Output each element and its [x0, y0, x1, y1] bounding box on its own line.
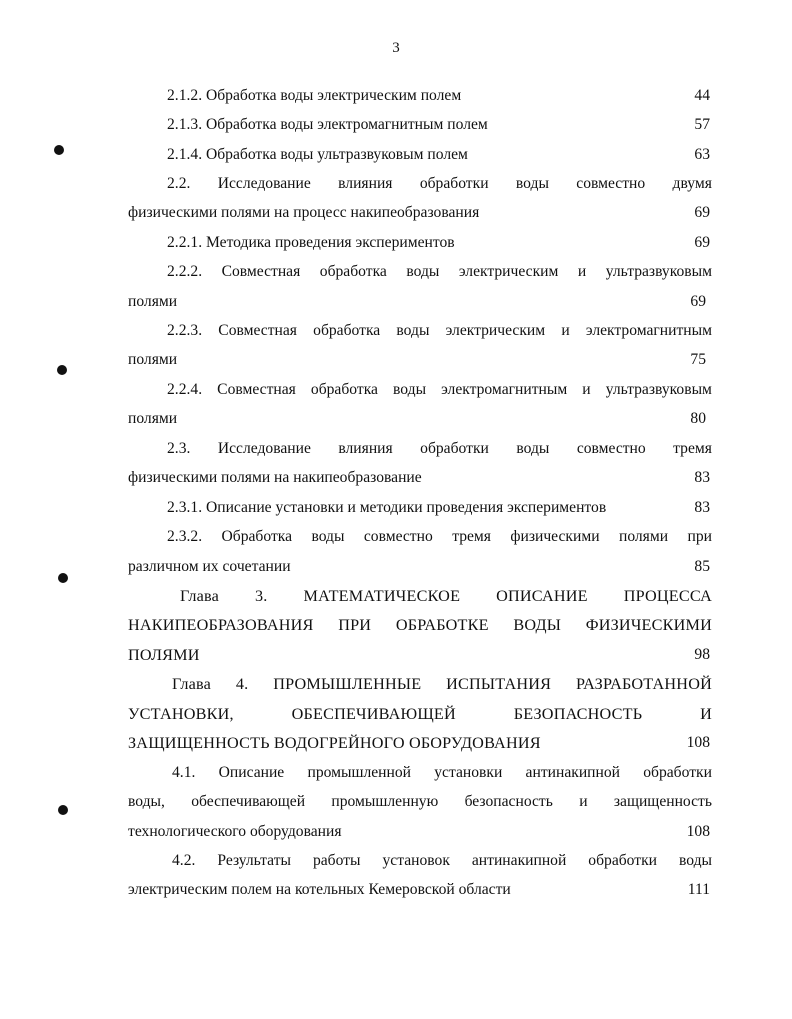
toc-entry-page: 69: [694, 204, 710, 221]
toc-entry-title-cont: физическими полями на процесс накипеобразования: [128, 204, 480, 221]
toc-entry-title-cont: полями: [128, 293, 178, 310]
toc-entry-title: 2.1.4. Обработка воды ультразвуковым полем: [167, 146, 468, 163]
binder-hole-mark: [57, 365, 67, 375]
toc-entry-page: 69: [694, 234, 710, 251]
toc-entry-title-line: 4.2. Результаты работы установок антинакипной обработки воды: [172, 852, 712, 869]
toc-entry-title-line: 2.2. Исследование влияния обработки воды совместно двумя: [167, 175, 712, 192]
page-number: 3: [392, 40, 400, 56]
binder-hole-mark: [54, 145, 64, 155]
toc-entry-page: 98: [694, 646, 710, 663]
chapter-title-cont: ЗАЩИЩЕННОСТЬ ВОДОГРЕЙНОГО ОБОРУДОВАНИЯ: [128, 734, 541, 752]
toc-entry-title-line: 2.3.2. Обработка воды совместно тремя физическими полями при: [167, 528, 712, 545]
toc-entry-title: 2.1.3. Обработка воды электромагнитным полем: [167, 116, 488, 133]
toc-entry-title: 2.2.1. Методика проведения экспериментов: [167, 234, 455, 251]
chapter-title-line: Глава 3. МАТЕМАТИЧЕСКОЕ ОПИСАНИЕ ПРОЦЕССА: [180, 587, 712, 605]
binder-hole-mark: [58, 805, 68, 815]
toc-entry-page: 83: [694, 499, 710, 516]
toc-entry-title: 2.3.1. Описание установки и методики проведения экспериментов: [167, 499, 607, 516]
toc-entry-title-cont: физическими полями на накипеобразование: [128, 469, 422, 486]
toc-entry-title-cont: электрическим полем на котельных Кемеровской области: [128, 881, 511, 898]
toc-entry-title-cont: различном их сочетании: [128, 558, 291, 575]
toc-entry-title-line: воды, обеспечивающей промышленную безопасность и защищенность: [128, 793, 712, 810]
toc-entry-title-cont: полями: [128, 410, 178, 427]
toc-entry-page: 80: [690, 410, 706, 427]
toc-entry-page: 111: [687, 881, 710, 898]
chapter-title-line: УСТАНОВКИ, ОБЕСПЕЧИВАЮЩЕЙ БЕЗОПАСНОСТЬ И: [128, 705, 712, 723]
toc-entry-title-line: 2.2.4. Совместная обработка воды электромагнитным и ультразвуковым: [167, 381, 712, 398]
toc-entry-title-cont: полями: [128, 351, 178, 368]
toc-entry-title-line: 2.3. Исследование влияния обработки воды совместно тремя: [167, 440, 712, 457]
toc-entry-title-cont: технологического оборудования: [128, 823, 342, 840]
toc-entry-page: 108: [686, 823, 710, 840]
toc-entry-page: 83: [694, 469, 710, 486]
toc-entry-page: 44: [694, 87, 710, 104]
toc-entry-page: 69: [690, 293, 706, 310]
chapter-title-cont: ПОЛЯМИ: [128, 646, 200, 664]
toc-entry-page: 57: [694, 116, 710, 133]
toc-entry-page: 108: [686, 734, 710, 751]
toc-entry-page: 75: [690, 351, 706, 368]
toc-entry-title-line: 4.1. Описание промышленной установки антинакипной обработки: [172, 764, 712, 781]
toc-entry-page: 63: [694, 146, 710, 163]
toc-entry-title-line: 2.2.3. Совместная обработка воды электрическим и электромагнитным: [167, 322, 712, 339]
toc-entry-page: 85: [694, 558, 710, 575]
toc-entry-title-line: 2.2.2. Совместная обработка воды электрическим и ультразвуковым: [167, 263, 712, 280]
toc-entry-title: 2.1.2. Обработка воды электрическим полем: [167, 87, 462, 104]
binder-hole-mark: [58, 573, 68, 583]
chapter-title-line: НАКИПЕОБРАЗОВАНИЯ ПРИ ОБРАБОТКЕ ВОДЫ ФИЗИЧЕСКИМИ: [128, 616, 712, 634]
chapter-title-line: Глава 4. ПРОМЫШЛЕННЫЕ ИСПЫТАНИЯ РАЗРАБОТАННОЙ: [172, 675, 712, 693]
